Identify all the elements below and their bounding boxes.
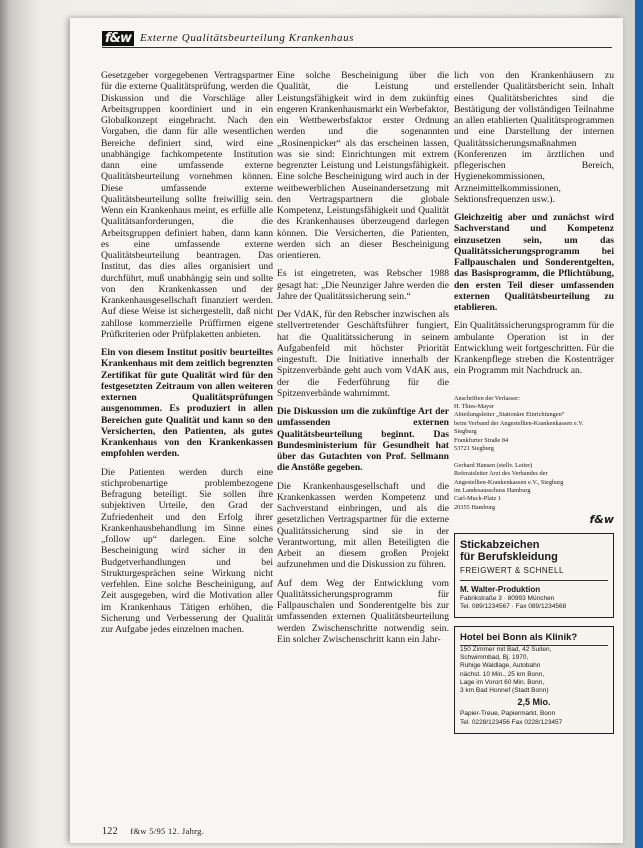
paragraph: Auf dem Weg der Entwicklung vom Qualitätssicherungsprogramm für Fallpauschalen und Sonderentgelte bis zur umfassenden externen Qualitätsbeurteilung werden Zwischenschritte notwendig sein. Ein solcher Zwischenschritt kann ein Jahr- [277, 577, 449, 645]
paragraph: Es ist eingetreten, was Rebscher 1988 gesagt hat: „Die Neunziger Jahre werden die Jahre der Qualitätssicherung sein.“ [277, 268, 449, 302]
address-line: Abteilungsleiter „Stationäre Einrichtungen“ [454, 411, 565, 419]
address-line: H. Thies-Mayer [454, 402, 495, 410]
paragraph: Gleichzeitig aber und zunächst wird Sachverstand und Kompetenz einzusetzen sein, um das Qualitätssicherungsprogramm bei Fallpauschalen und Sonderentgelten, das Basisprogramm, die Pflichtübung, den ersten Teil dieser umfassenden externen Qualitätsbeurteilung zu etablieren. [454, 212, 614, 313]
ad-headline-2: für Berufskleidung [460, 551, 558, 564]
issue-info: f&w 5/95 12. Jahrg. [130, 826, 205, 836]
text-column-1 [101, 70, 273, 642]
ad-phone: Tel. 089/1234567 · Fax 089/1234568 [460, 602, 567, 610]
page-header [102, 29, 612, 48]
address-line: 53721 Siegburg [454, 444, 494, 452]
page-footer [102, 826, 204, 837]
paragraph: Die Diskussion um die zukünftige Art der umfassenden externen Qualitätsbeurteilung beginnt. Das Bundesministerium für Gesundheit hat über das Gutachten von Prof. Sellmann die Anstöße gegeben. [277, 406, 449, 474]
column-3-body [454, 70, 614, 377]
text-column-3 [454, 70, 614, 734]
paragraph: lich von den Krankenhäusern zu erstellender Qualitätsbericht sein. Inhalt eines Qualitätsberichtes sind die Bestätigung der vollständigen Teilnahme an allen etablierten Qualitätsprogrammen und eine Darstellung der internen Qualitätssicherungsmaßnahmen (Konferenzen im ärztlichen und pflegerischen Bereich, Hygienekommissionen, Arzneimittelkommissionen, Sektionsfrequenzen usw.). [454, 70, 614, 205]
ad-firm: M. Walter-Produktion [460, 584, 541, 594]
ad-hotel-line: 150 Zimmer mit Bad, 42 Suiten, [460, 645, 552, 653]
paragraph: Die Patienten werden durch eine stichprobenartige problembezogene Befragung beteiligt. Sie sollen ihre subjektiven Urteile, den Grad der Zufriedenheit und den Erfolg ihrer Krankenhausbehandlung im Sinne eines „follow up“ darlegen. Eine solche Bescheinigung wird sicher in den Budgetverhandlungen und bei Strukturgesprächen seine Wirkung nicht verfehlen. Eine solche Bescheinigung, auf Zeit ausgegeben, wird die Motivation aller im Krankenhaus Tätigen erhöhen, die Sicherung und Verbesserung der Qualität zur Aufgabe jedes einzelnen machen. [101, 466, 273, 635]
paragraph: Ein von diesem Institut positiv beurteiltes Krankenhaus mit dem zeitlich begrenzten Zertifikat für gute Qualität wird für den festgesetzten Zeitraum von allen weiteren externen Qualitätsprüfungen ausgenommen. Es produziert in allen Bereichen gute Qualität und kann so den Versicherten, den Patienten, als gutes Krankenhaus von den Krankenkassen empfohlen werden. [101, 347, 273, 460]
address-line: Siegburg [454, 428, 477, 436]
ad-subline: FREIGWERT & SCHNELL [460, 565, 608, 580]
paragraph: Gesetzgeber vorgegebenen Vertragspartner für die externe Qualitätsprüfung, werden die Diskussion und die Vorschläge aller Arbeitsgruppen koordiniert und in ein Globalkonzept eingebracht. Nach den Vorgaben, die dann für alle wesentlichen Bereiche definiert sind, wird eine unabhängige fachkompetente Institution dann eine umfassende externe Qualitätsbeurteilung vornehmen können. Diese umfassende externe Qualitätsbeurteilung sollte freiwillig sein. Wenn ein Krankenhaus meint, es erfülle alle Qualitätsanforderungen, die die Arbeitsgruppen definiert haben, dann kann es eine umfassende externe Qualitätsbeurteilung beantragen. Das Institut, das dies alles organisiert und durchführt, muß unabhängig sein und sollte von den Krankenkassen und der Krankenhausgesellschaft finanziert werden. Auf diese Weise ist sichergestellt, daß nicht zahllose kommerzielle Prüffirmen eigene Prüfkriterien oder Prüfplaketten anbieten. [101, 70, 273, 340]
ad-hotel-line: Ruhige Waldlage, Autobahn [460, 662, 541, 670]
ad-hotel-line: Lage im Vorort 60 Min. Bonn, [460, 678, 545, 686]
address-line: 20355 Hamburg [454, 503, 495, 511]
blue-binding-edge [635, 0, 643, 848]
paragraph: Eine solche Bescheinigung über die Qualität, die Leistung und Leistungsfähigkeit wird in dem zukünftig engeren Krankenhausmarkt ein Werbefaktor, ein Wettbewerbsfaktor erster Ordnung werden und die sogenannten „Rosinenpicker“ als das erscheinen lassen, was sie sind: Einrichtungen mit extrem begrenzter Leistung und Leistungsfähigkeit. Eine solche Bescheinigung wird auch in der weitbewerblichen Auseinandersetzung mit den Vertragspartnern die globale Kompetenz, Leistungsfähigkeit und Qualität des Krankenhauses überzeugend darlegen können. Die Versicherten, die Patienten, werden sich an dieser Bescheinigung orientieren. [277, 70, 449, 261]
ad-hotel-line: nächst. 10 Min., 25 km Bonn, [460, 670, 545, 678]
address-line: Anschriften der Verfasser: [454, 394, 520, 402]
address-line: Frankfurter Straße 84 [454, 436, 509, 444]
paragraph: Der VdAK, für den Rebscher inzwischen als stellvertretender Geschäftsführer fungiert, hat die Qualitätssicherung in seinem Aufgabenfeld mit höchster Priorität eingestuft. Die Initiative innerhalb der Spitzenverbände geht auch vom VdAK aus, der die Federführung für die Spitzenverbände wahrnimmt. [277, 309, 449, 399]
author-addresses [454, 395, 614, 513]
ad-hotel-price: 2,5 Mio. [517, 697, 551, 708]
paragraph: Ein Qualitätssicherungsprogramm für die ambulante Operation ist in der Entwicklung weit fortgeschritten. Für die Krankenpflege streben die Kostenträger ein Programm mit Nachdruck an. [454, 320, 614, 377]
ad-stickabzeichen [454, 533, 614, 618]
address-line: im Landesausschuss Hamburg [454, 486, 531, 494]
ad-address: Fabrikstraße 3 · 80993 München [460, 594, 555, 602]
address-line [454, 453, 614, 461]
ad-headline-1: Stickabzeichen [460, 539, 540, 552]
ad-hotel [454, 626, 614, 734]
address-line: Angestellten-Krankenkassen e.V., Siegburg [454, 478, 564, 486]
ad-hotel-headline: Hotel bei Bonn als Klinik? [460, 632, 608, 646]
text-column-2 [277, 70, 449, 652]
ad-hotel-contact: Papier-Treue, Papiermarkt, Bonn [460, 710, 556, 718]
ad-hotel-line: Schwimmbad, Bj. 1970, [460, 654, 529, 662]
journal-logo: f&w [102, 31, 134, 46]
address-line: Carl-Muck-Platz 1 [454, 495, 502, 503]
page-number: 122 [102, 826, 118, 837]
ad-hotel-line: 3 km Bad Honnef (Stadt Bonn) [460, 686, 549, 694]
paragraph: Die Krankenhausgesellschaft und die Krankenkassen werden Kompetenz und Sachverstand einbringen, und als die gesetzlichen Vertragspartner für die externe Qualitätssicherung sind sie in der Verantwortung, mit allen Beteiligten die Arbeit an diesem großen Projekt aufzunehmen und die Diskussion zu führen. [277, 480, 449, 571]
address-line: beim Verband der Angestellten-Krankenkassen e.V. [454, 419, 584, 427]
address-logo: f&w [589, 513, 614, 527]
address-line: Gerhard Hansen (stellv. Leiter) [454, 461, 533, 469]
ad-hotel-phone: Tel. 0228/123456 Fax 0228/123457 [460, 718, 563, 726]
ad-hotel-details [460, 646, 608, 695]
journal-page [70, 18, 623, 843]
address-line: Referatsleiter Arzt des Verbandes der [454, 470, 548, 478]
running-title: Externe Qualitätsbeurteilung Krankenhaus [140, 32, 355, 44]
